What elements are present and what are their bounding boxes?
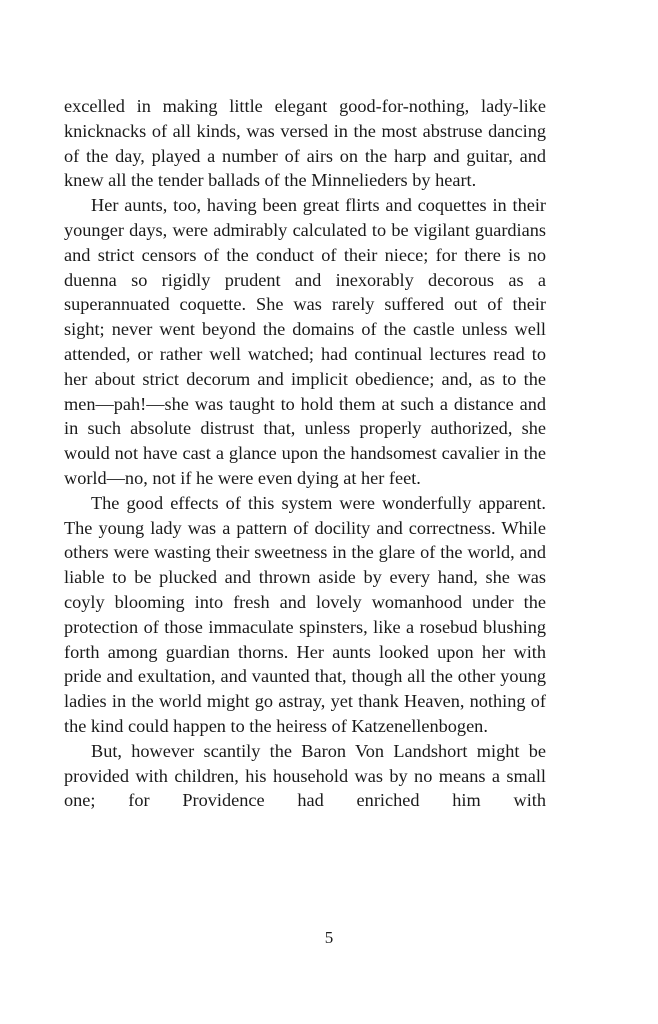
paragraph-4: But, however scantily the Baron Von Landshort might be provided with children, his household was by no means a small one; for Providence had enriched him with xyxy=(64,740,546,811)
paragraph-2: Her aunts, too, having been great flirts and coquettes in their younger days, were admirably calculated to be vigilant guardians and strict censors of the conduct of their niece; for there is no duenna so rigidly prudent and inexorably decorous as a superannuated coquette. She was rarely suffered out of their sight; never went beyond the domains of the castle unless well attended, or rather well watched; had continual lectures read to her about strict decorum and implicit obedience; and, as to the men—pah!—she was taught to hold them at such a distance and in such absolute distrust that, unless properly authorized, she would not have cast a glance upon the handsomest cavalier in the world—no, not if he were even dying at her feet. xyxy=(64,195,546,488)
paragraph-1: excelled in making little elegant good-for-nothing, lady-like knicknacks of all kinds, was versed in the most abstruse dancing of the day, played a number of airs on the harp and guitar, and knew all the tender ballads of the Minnelieders by heart. xyxy=(64,96,546,191)
page-number: 5 xyxy=(324,928,334,947)
paragraph-3: The good effects of this system were wonderfully apparent. The young lady was a pattern of docility and correctness. While others were wasting their sweetness in the glare of the world, and liable to be plucked and thrown aside by every hand, she was coyly blooming into fresh and lovely womanhood under the protection of those immaculate spinsters, like a rosebud blushing forth among guardian thorns. Her aunts looked upon her with pride and exultation, and vaunted that, though all the other young ladies in the world might go astray, yet thank Heaven, nothing of the kind could happen to the heiress of Katzenellenbogen. xyxy=(64,492,546,736)
body-text xyxy=(64,94,546,813)
